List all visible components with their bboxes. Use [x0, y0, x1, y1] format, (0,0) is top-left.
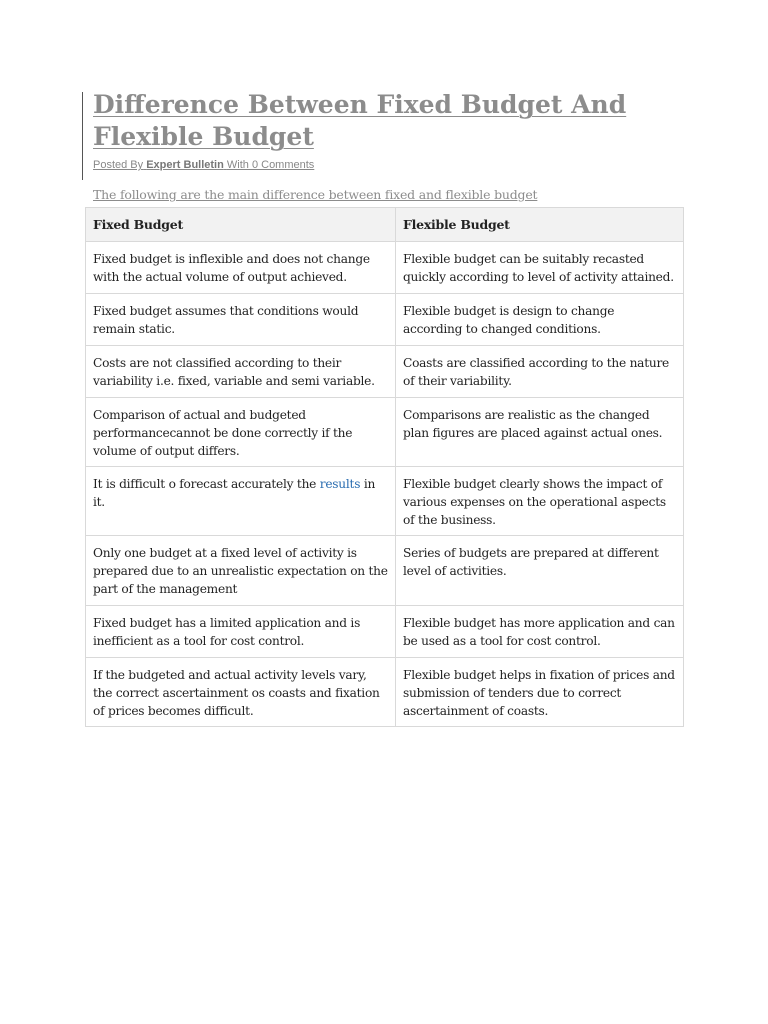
fixed-cell-text-after: in it. — [93, 477, 376, 509]
table-row — [86, 398, 684, 467]
flexible-cell: Flexible budget can be suitably recasted quickly according to level of activity attained. — [396, 242, 684, 294]
flexible-cell: Flexible budget is design to change according to changed conditions. — [396, 294, 684, 346]
fixed-cell: Comparison of actual and budgeted performancecannot be done correctly if the volume of output differs. — [86, 398, 396, 467]
fixed-cell: Fixed budget has a limited application and is inefficient as a tool for cost control. — [86, 606, 396, 658]
posted-by-label: Posted By — [93, 159, 144, 171]
table-row — [86, 536, 684, 606]
article-title[interactable]: Difference Between Fixed Budget And Flexible Budget — [93, 90, 627, 151]
fixed-cell: Fixed budget is inflexible and does not change with the actual volume of output achieved. — [86, 242, 396, 294]
header-fixed-budget: Fixed Budget — [86, 208, 396, 242]
comparison-table — [85, 207, 684, 727]
table-row — [86, 242, 684, 294]
fixed-cell-text-before: It is difficult o forecast accurately the — [93, 477, 320, 491]
table-row — [86, 658, 684, 727]
fixed-cell: If the budgeted and actual activity levels vary, the correct ascertainment os coasts and fixation of prices becomes difficult. — [86, 658, 396, 727]
table-row — [86, 467, 684, 536]
fixed-cell — [86, 467, 396, 536]
flexible-cell: Coasts are classified according to the nature of their variability. — [396, 346, 684, 398]
fixed-cell: Costs are not classified according to their variability i.e. fixed, variable and semi variable. — [86, 346, 396, 398]
fixed-cell: Fixed budget assumes that conditions would remain static. — [86, 294, 396, 346]
intro-text: The following are the main difference between fixed and flexible budget — [93, 187, 538, 202]
author-link[interactable]: Expert Bulletin — [146, 159, 224, 171]
table-row — [86, 294, 684, 346]
table-header-row — [86, 208, 684, 242]
comments-link[interactable]: With 0 Comments — [226, 159, 315, 171]
table-row — [86, 346, 684, 398]
title-divider-bar — [82, 92, 83, 180]
flexible-cell: Flexible budget helps in fixation of prices and submission of tenders due to correct ascertainment of coasts. — [396, 658, 684, 727]
header-flexible-budget: Flexible Budget — [396, 208, 684, 242]
results-link[interactable]: results — [319, 477, 361, 491]
flexible-cell: Comparisons are realistic as the changed plan figures are placed against actual ones. — [396, 398, 684, 467]
table-row — [86, 606, 684, 658]
fixed-cell: Only one budget at a fixed level of activity is prepared due to an unrealistic expectation on the part of the management — [86, 536, 396, 606]
flexible-cell: Flexible budget clearly shows the impact of various expenses on the operational aspects of the business. — [396, 467, 684, 536]
flexible-cell: Series of budgets are prepared at different level of activities. — [396, 536, 684, 606]
flexible-cell: Flexible budget has more application and can be used as a tool for cost control. — [396, 606, 684, 658]
post-meta — [93, 159, 314, 171]
